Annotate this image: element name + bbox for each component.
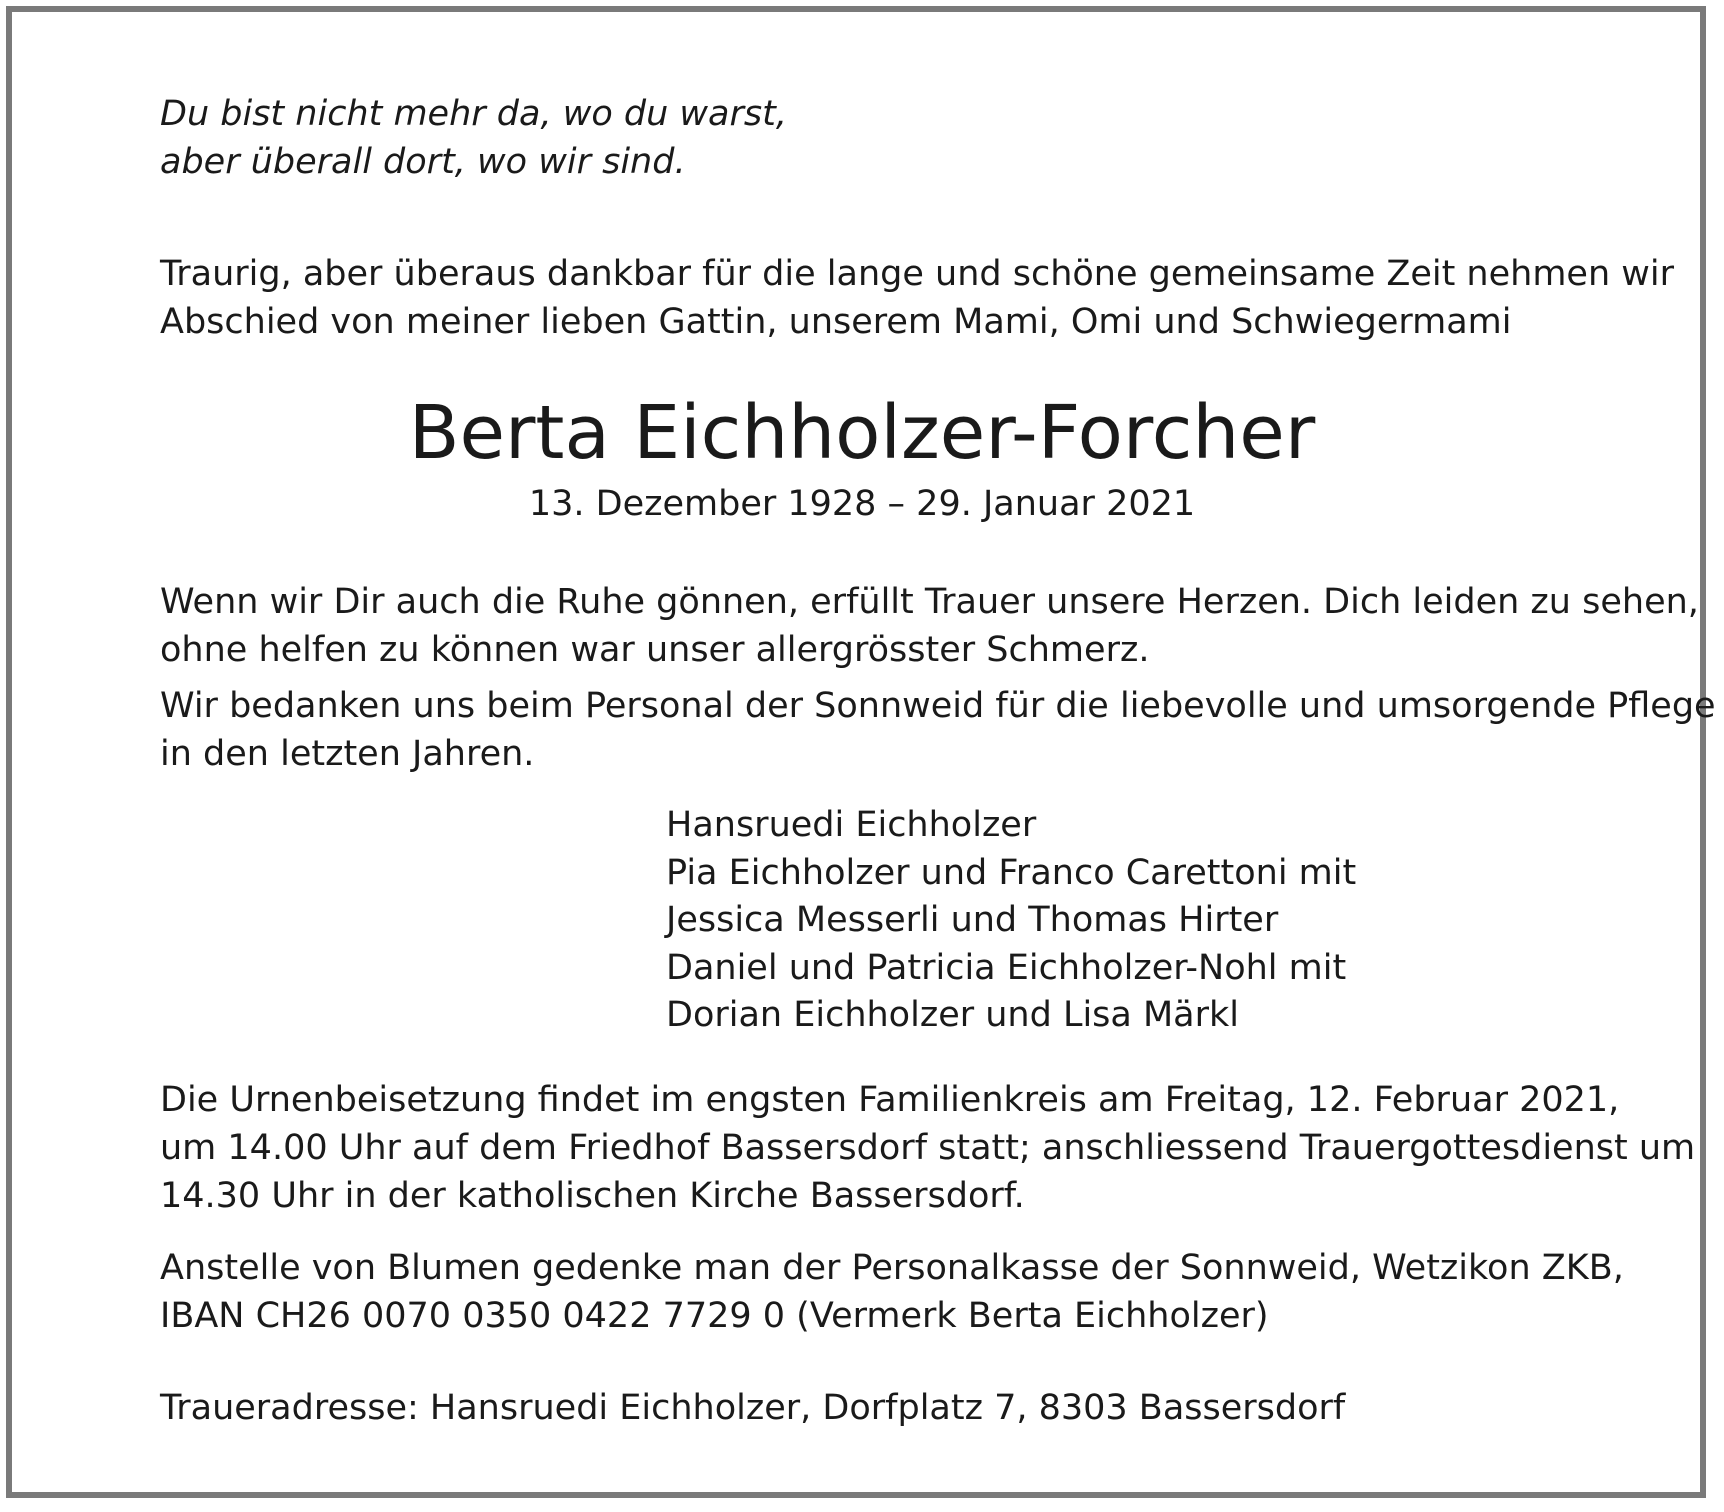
- signatory: Jessica Messerli und Thomas Hirter: [666, 900, 1279, 940]
- donation-paragraph: [160, 1244, 1624, 1340]
- donation-line: Anstelle von Blumen gedenke man der Personalkasse der Sonnweid, Wetzikon ZKB,: [160, 1248, 1624, 1288]
- poem-quote: [160, 90, 787, 186]
- burial-line: um 14.00 Uhr auf dem Friedhof Bassersdorf statt; anschliessend Trauergottesdienst um: [160, 1128, 1696, 1168]
- signatories-list: [666, 802, 1356, 1040]
- burial-line: 14.30 Uhr in der katholischen Kirche Bassersdorf.: [160, 1176, 1025, 1216]
- grief-line: ohne helfen zu können war unser allergrösster Schmerz.: [160, 630, 1150, 670]
- donation-line: IBAN CH26 0070 0350 0422 7729 0 (Vermerk Berta Eichholzer): [160, 1296, 1269, 1336]
- signatory: Hansruedi Eichholzer: [666, 805, 1037, 845]
- burial-paragraph: [160, 1076, 1695, 1220]
- poem-line: Du bist nicht mehr da, wo du warst,: [160, 94, 787, 134]
- thanks-line: in den letzten Jahren.: [160, 734, 535, 774]
- grief-line: Wenn wir Dir auch die Ruhe gönnen, erfüllt Trauer unsere Herzen. Dich leiden zu sehen,: [160, 582, 1699, 622]
- signatory: Daniel und Patricia Eichholzer-Nohl mit: [666, 947, 1347, 988]
- intro-paragraph: [160, 250, 1674, 346]
- mourning-address: Traueradresse: Hansruedi Eichholzer, Dorfplatz 7, 8303 Bassersdorf: [160, 1388, 1346, 1428]
- burial-line: Die Urnenbeisetzung findet im engsten Familienkreis am Freitag, 12. Februar 2021,: [160, 1080, 1620, 1120]
- deceased-name: Berta Eichholzer-Forcher: [408, 390, 1316, 476]
- life-dates: 13. Dezember 1928 – 29. Januar 2021: [528, 484, 1196, 524]
- intro-line: Traurig, aber überaus dankbar für die lange und schöne gemeinsame Zeit nehmen wir: [160, 254, 1675, 294]
- signatory: Pia Eichholzer und Franco Carettoni mit: [666, 852, 1357, 893]
- intro-line: Abschied von meiner lieben Gattin, unserem Mami, Omi und Schwiegermami: [160, 302, 1512, 342]
- poem-line: aber überall dort, wo wir sind.: [160, 142, 686, 182]
- grief-paragraph: [160, 578, 1699, 674]
- thanks-paragraph: [160, 682, 1716, 778]
- signatory: Dorian Eichholzer und Lisa Märkl: [666, 995, 1240, 1035]
- thanks-line: Wir bedanken uns beim Personal der Sonnweid für die liebevolle und umsorgende Pflege: [160, 686, 1716, 726]
